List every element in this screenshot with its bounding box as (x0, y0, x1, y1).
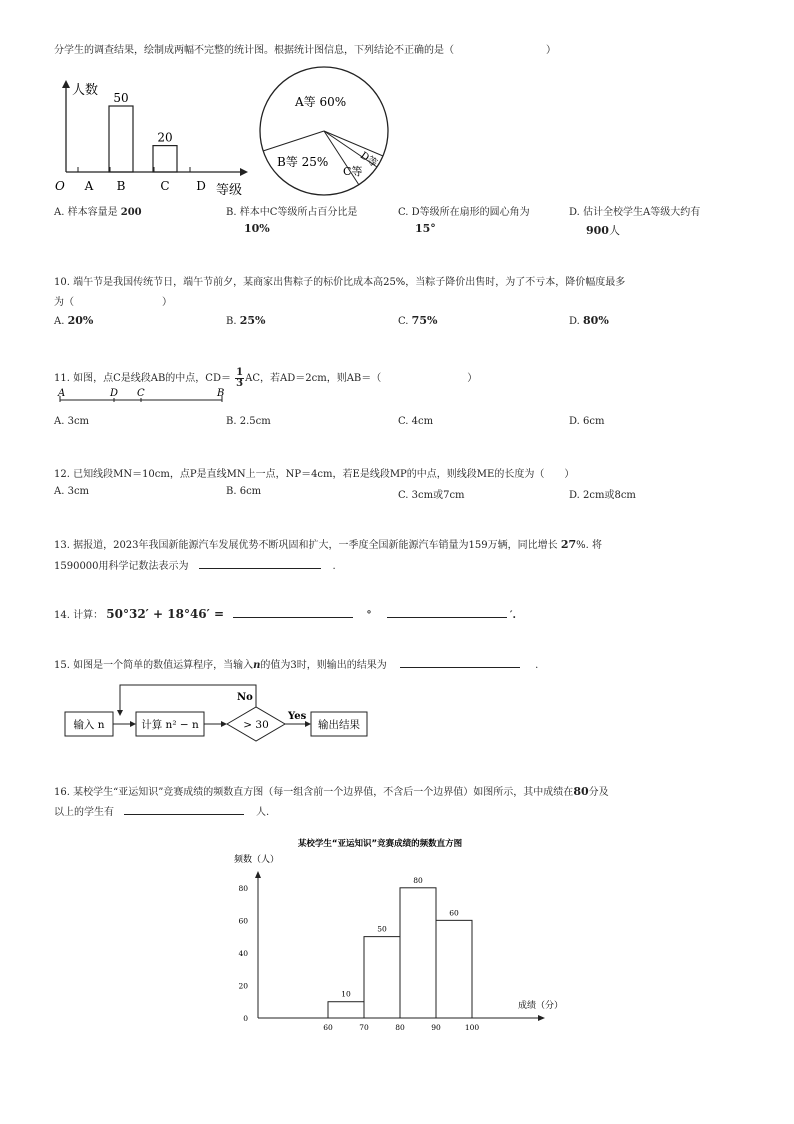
q13-stem-line1: 13. 据报道，2023年我国新能源汽车发展优势不断巩固和扩大，一季度全国新能源汽车销量为159万辆，同比增长 27%. 将 (54, 538, 602, 551)
q9-option-b-value: 10% (244, 222, 270, 235)
q16-histogram (228, 832, 564, 1042)
q9-stem: 分学生的调查结果，绘制成两幅不完整的统计图。根据统计图信息，下列结论不正确的是（ ） (54, 45, 556, 56)
bar-origin: O (55, 179, 65, 193)
q9-option-c: C. D等级所在扇形的圆心角为 (398, 207, 530, 218)
q10-option-d: D. 80% (569, 314, 609, 327)
q9-option-d-value: 900人 (586, 224, 620, 237)
q9-option-d: D. 估计全校学生A等级大约有 (569, 207, 701, 218)
q14-minute-blank[interactable] (387, 606, 507, 618)
q16-stem-line1: 16. 某校学生“亚运知识”竞赛成绩的频数直方图（每一组含前一个边界值，不含后一个边界值）如图所示，其中成绩在80分及 (54, 785, 609, 798)
q11-stem: 11. 如图，点C是线段AB的中点，CD＝ $\frac{1}{3}$ AC，若AD＝2cm，则AB＝（ ） (54, 367, 478, 389)
bar-category-label: C (160, 179, 170, 193)
q10-stem-line2: 为（ ） (54, 297, 172, 308)
hist-x-tick: 100 (464, 1023, 480, 1032)
hist-bar (328, 1002, 364, 1018)
hist-x-label: 成绩（分） (518, 1001, 564, 1011)
hist-x-tick: 90 (431, 1023, 441, 1032)
q10-stem-line1: 10. 端午节是我国传统节日，端午节前夕，某商家出售粽子的标价比成本高25%，当粽子降价出售时，为了不亏本，降价幅度最多 (54, 277, 626, 288)
bar-category-label: B (116, 179, 126, 193)
bar-x-label: 等级 (216, 183, 243, 198)
hist-bar (436, 920, 472, 1018)
hist-y-tick: 60 (238, 916, 248, 926)
hist-value-label: 60 (449, 908, 459, 918)
pie-label-d: D等 (358, 150, 380, 170)
pie-radius-1 (263, 131, 324, 151)
pie-label-b: B等 25% (277, 155, 329, 169)
hist-value-label: 80 (413, 875, 423, 885)
hist-x-tick: 60 (323, 1023, 333, 1032)
point-c: C (137, 388, 145, 399)
q16-stem-line2: 以上的学生有 人. (54, 803, 269, 818)
flow-condition: > 30 (243, 719, 269, 731)
q10-option-c: C. 75% (398, 314, 438, 327)
q15-answer-blank[interactable] (400, 656, 520, 668)
bar-category-label: D (196, 179, 206, 193)
q12-option-d: D. 2cm或8cm (569, 490, 636, 501)
q12-option-c: C. 3cm或7cm (398, 490, 465, 501)
q11-option-c: C. 4cm (398, 416, 434, 427)
q9-bar-chart (50, 78, 250, 198)
hist-y-label: 频数（人） (234, 855, 280, 865)
flow-input: 输入 n (73, 719, 105, 731)
q13-stem-line2: 1590000用科学记数法表示为 . (54, 557, 336, 572)
q15-flowchart (60, 680, 380, 748)
q14-expression: 50°32′ + 18°46′ = (106, 607, 225, 621)
q14-degree-blank[interactable] (233, 606, 353, 618)
q10-option-a: A. 20% (54, 314, 94, 327)
hist-y-tick: 80 (238, 883, 248, 893)
pie-radius-4 (324, 131, 383, 156)
q11-option-b: B. 2.5cm (226, 416, 271, 427)
q15-stem: 15. 如图是一个简单的数值运算程序，当输入n的值为3时，则输出的结果为 . (54, 656, 538, 671)
bar9-marks (78, 91, 206, 193)
bar-B (109, 106, 133, 172)
hist-title: 某校学生“亚运知识”竞赛成绩的频数直方图 (297, 839, 463, 849)
pie-label-c: C等 (343, 165, 363, 178)
q12-option-a: A. 3cm (54, 486, 90, 497)
q11-fraction: $\frac{1}{3}$ (236, 367, 244, 389)
hist-y-tick: 20 (238, 981, 248, 991)
q11-option-d: D. 6cm (569, 416, 605, 427)
q11-option-a: A. 3cm (54, 416, 90, 427)
point-b: B (217, 388, 225, 399)
hist-x-tick: 70 (359, 1023, 369, 1032)
point-d: D (110, 388, 119, 399)
hist-value-label: 50 (377, 924, 387, 934)
hist-bar (364, 937, 400, 1018)
q12-stem: 12. 已知线段MN＝10cm，点P是直线MN上一点，NP＝4cm，若E是线段MP的中点，则线段ME的长度为（ ） (54, 469, 575, 480)
hist-x-tick: 80 (395, 1023, 405, 1032)
bar-value-label: 50 (113, 91, 129, 105)
q13-answer-blank[interactable] (199, 557, 321, 569)
q14-stem: 14. 计算： 50°32′ + 18°46′ = ° ′. (54, 607, 516, 621)
q12-option-b: B. 6cm (226, 486, 262, 497)
q9-option-b: B. 样本中C等级所占百分比是 (226, 207, 358, 218)
flow-compute: 计算 n² − n (141, 719, 199, 731)
bar-C (153, 146, 177, 172)
flow-yes: Yes (288, 711, 307, 722)
bar-category-label: A (84, 179, 94, 193)
q16-answer-blank[interactable] (124, 803, 244, 815)
hist-value-label: 10 (341, 989, 351, 999)
q9-option-c-value: 15° (415, 222, 436, 235)
hist16-marks (238, 876, 479, 1032)
flow-no: No (237, 692, 253, 703)
bar-value-label: 20 (157, 130, 173, 145)
hist-bar (400, 888, 436, 1018)
point-a: A (58, 388, 66, 399)
q9-option-a: A. 样本容量是 200 (54, 207, 142, 218)
q11-segment-figure (54, 386, 234, 406)
flow-output: 输出结果 (318, 719, 360, 731)
q10-option-b: B. 25% (226, 314, 266, 327)
hist-y-tick: 0 (243, 1014, 248, 1023)
q9-pie-chart (255, 65, 395, 200)
hist-y-tick: 40 (238, 948, 248, 958)
pie-label-a: A等 60% (295, 95, 347, 109)
bar-y-label: 人数 (72, 83, 99, 98)
